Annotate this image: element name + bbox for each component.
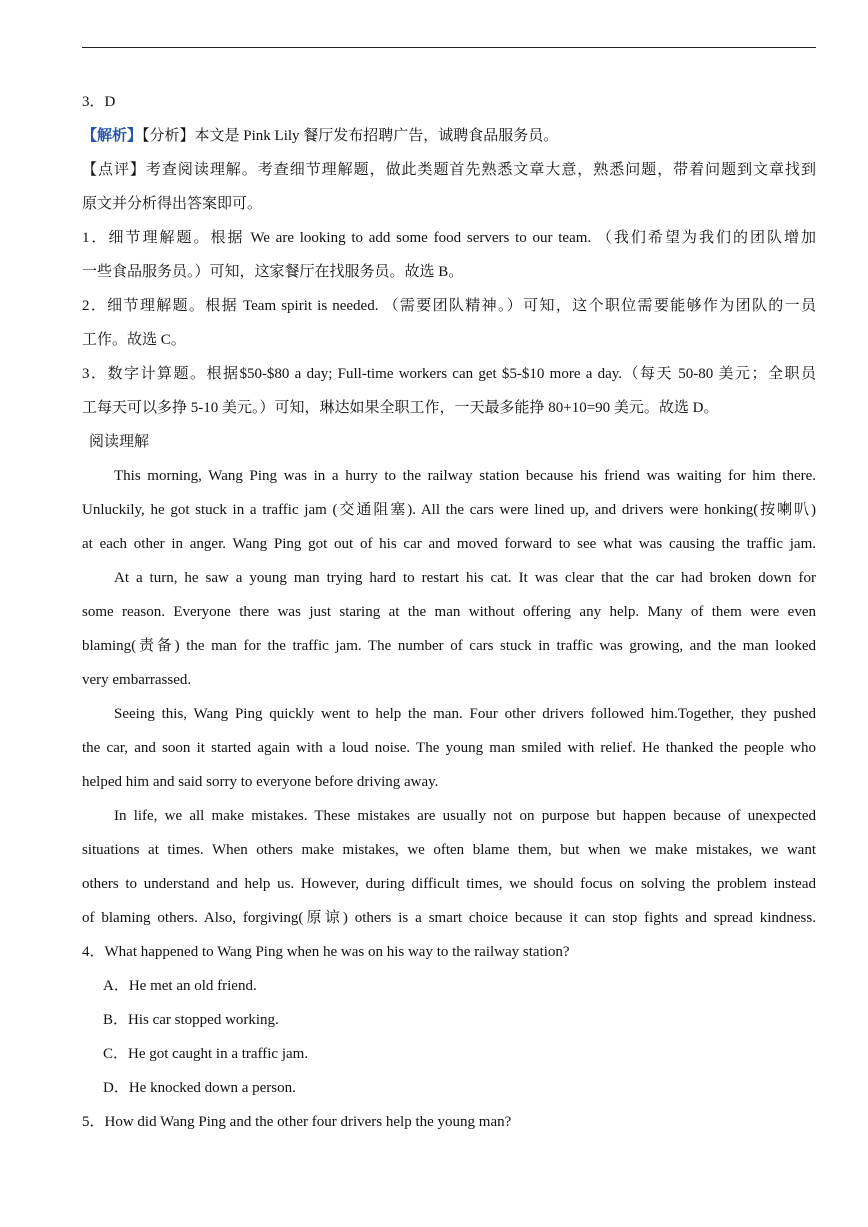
comment-line-1: 【点评】考查阅读理解。考查细节理解题，做此类题首先熟悉文章大意，熟悉问题，带着问题到文章找到 [82,162,816,178]
explanation-3-line-1: 3．数字计算题。根据$50-$80 a day; Full-time workers can get $5-$10 more a day.（每天 50-80 美元；全职员 [82,366,816,382]
passage-paragraph-3 [82,697,816,799]
passage-line: helped him and said sorry to everyone before driving away. [82,774,439,790]
passage-line: at each other in anger. Wang Ping got out of his car and moved forward to see what was causing the traffic jam. [82,536,816,552]
analysis-line [82,119,816,153]
passage-line: some reason. Everyone there was just staring at the man without offering any help. Many of them were even [82,604,816,620]
option-b: B．His car stopped working. [103,1012,279,1028]
passage-line: of blaming others. Also, forgiving(原谅) others is a smart choice because it can stop fights and spread kindness. [82,910,816,926]
question-stem: 4．What happened to Wang Ping when he was on his way to the railway station? [82,944,570,960]
passage-line: In life, we all make mistakes. These mistakes are usually not on purpose but happen because of unexpected [114,808,816,824]
section-title: 阅读理解 [89,434,150,450]
option-d: D．He knocked down a person. [103,1080,296,1096]
passage-line: Unluckily, he got stuck in a traffic jam (交通阻塞). All the cars were lined up, and drivers were honking(按喇叭) [82,502,816,518]
passage-paragraph-2 [82,561,816,697]
document-body [82,85,816,1139]
passage-paragraph-1 [82,459,816,561]
passage-paragraph-4 [82,799,816,935]
header-rule [82,47,816,48]
question-stem: 5．How did Wang Ping and the other four drivers help the young man? [82,1114,512,1130]
passage-line: This morning, Wang Ping was in a hurry to the railway station because his friend was waiting for him there. [114,468,816,484]
analysis-tag: 【解析】 [82,128,143,144]
explanation-2-line-1: 2．细节理解题。根据 Team spirit is needed. （需要团队精神。）可知，这个职位需要能够作为团队的一员 [82,298,816,314]
explanation-2-line-2: 工作。故选 C。 [82,332,186,348]
question-4 [82,935,816,1105]
passage-line: the car, and soon it started again with a loud noise. The young man smiled with relief. He thanked the people who [82,740,816,756]
explanation-1-line-2: 一些食品服务员。）可知，这家餐厅在找服务员。故选 B。 [82,264,464,280]
passage-line: very embarrassed. [82,672,192,688]
option-a: A．He met an old friend. [103,978,257,994]
answer-number: 3．D [82,94,116,110]
passage-line: situations at times. When others make mistakes, we often blame them, but when we make mistakes, we want [82,842,816,858]
option-c: C．He got caught in a traffic jam. [103,1046,309,1062]
passage-line: At a turn, he saw a young man trying hard to restart his cat. It was clear that the car had broken down for [114,570,816,586]
explanation-1-line-1: 1．细节理解题。根据 We are looking to add some food servers to our team. （我们希望为我们的团队增加 [82,230,816,246]
question-5 [82,1105,816,1139]
passage-line: others to understand and help us. However, during difficult times, we should focus on solving the problem instead [82,876,816,892]
passage-line: Seeing this, Wang Ping quickly went to help the man. Four other drivers followed him.Together, they pushed [114,706,816,722]
comment-line-2: 原文并分析得出答案即可。 [82,196,263,212]
explanation-3-line-2: 工每天可以多挣 5-10 美元。）可知，琳达如果全职工作，一天最多能挣 80+10=90 美元。故选 D。 [82,400,719,416]
passage-line: blaming(责备) the man for the traffic jam. The number of cars stuck in traffic was growing, and the man looked [82,638,816,654]
analysis-text: 【分析】本文是 Pink Lily 餐厅发布招聘广告，诚聘食品服务员。 [142,128,559,144]
